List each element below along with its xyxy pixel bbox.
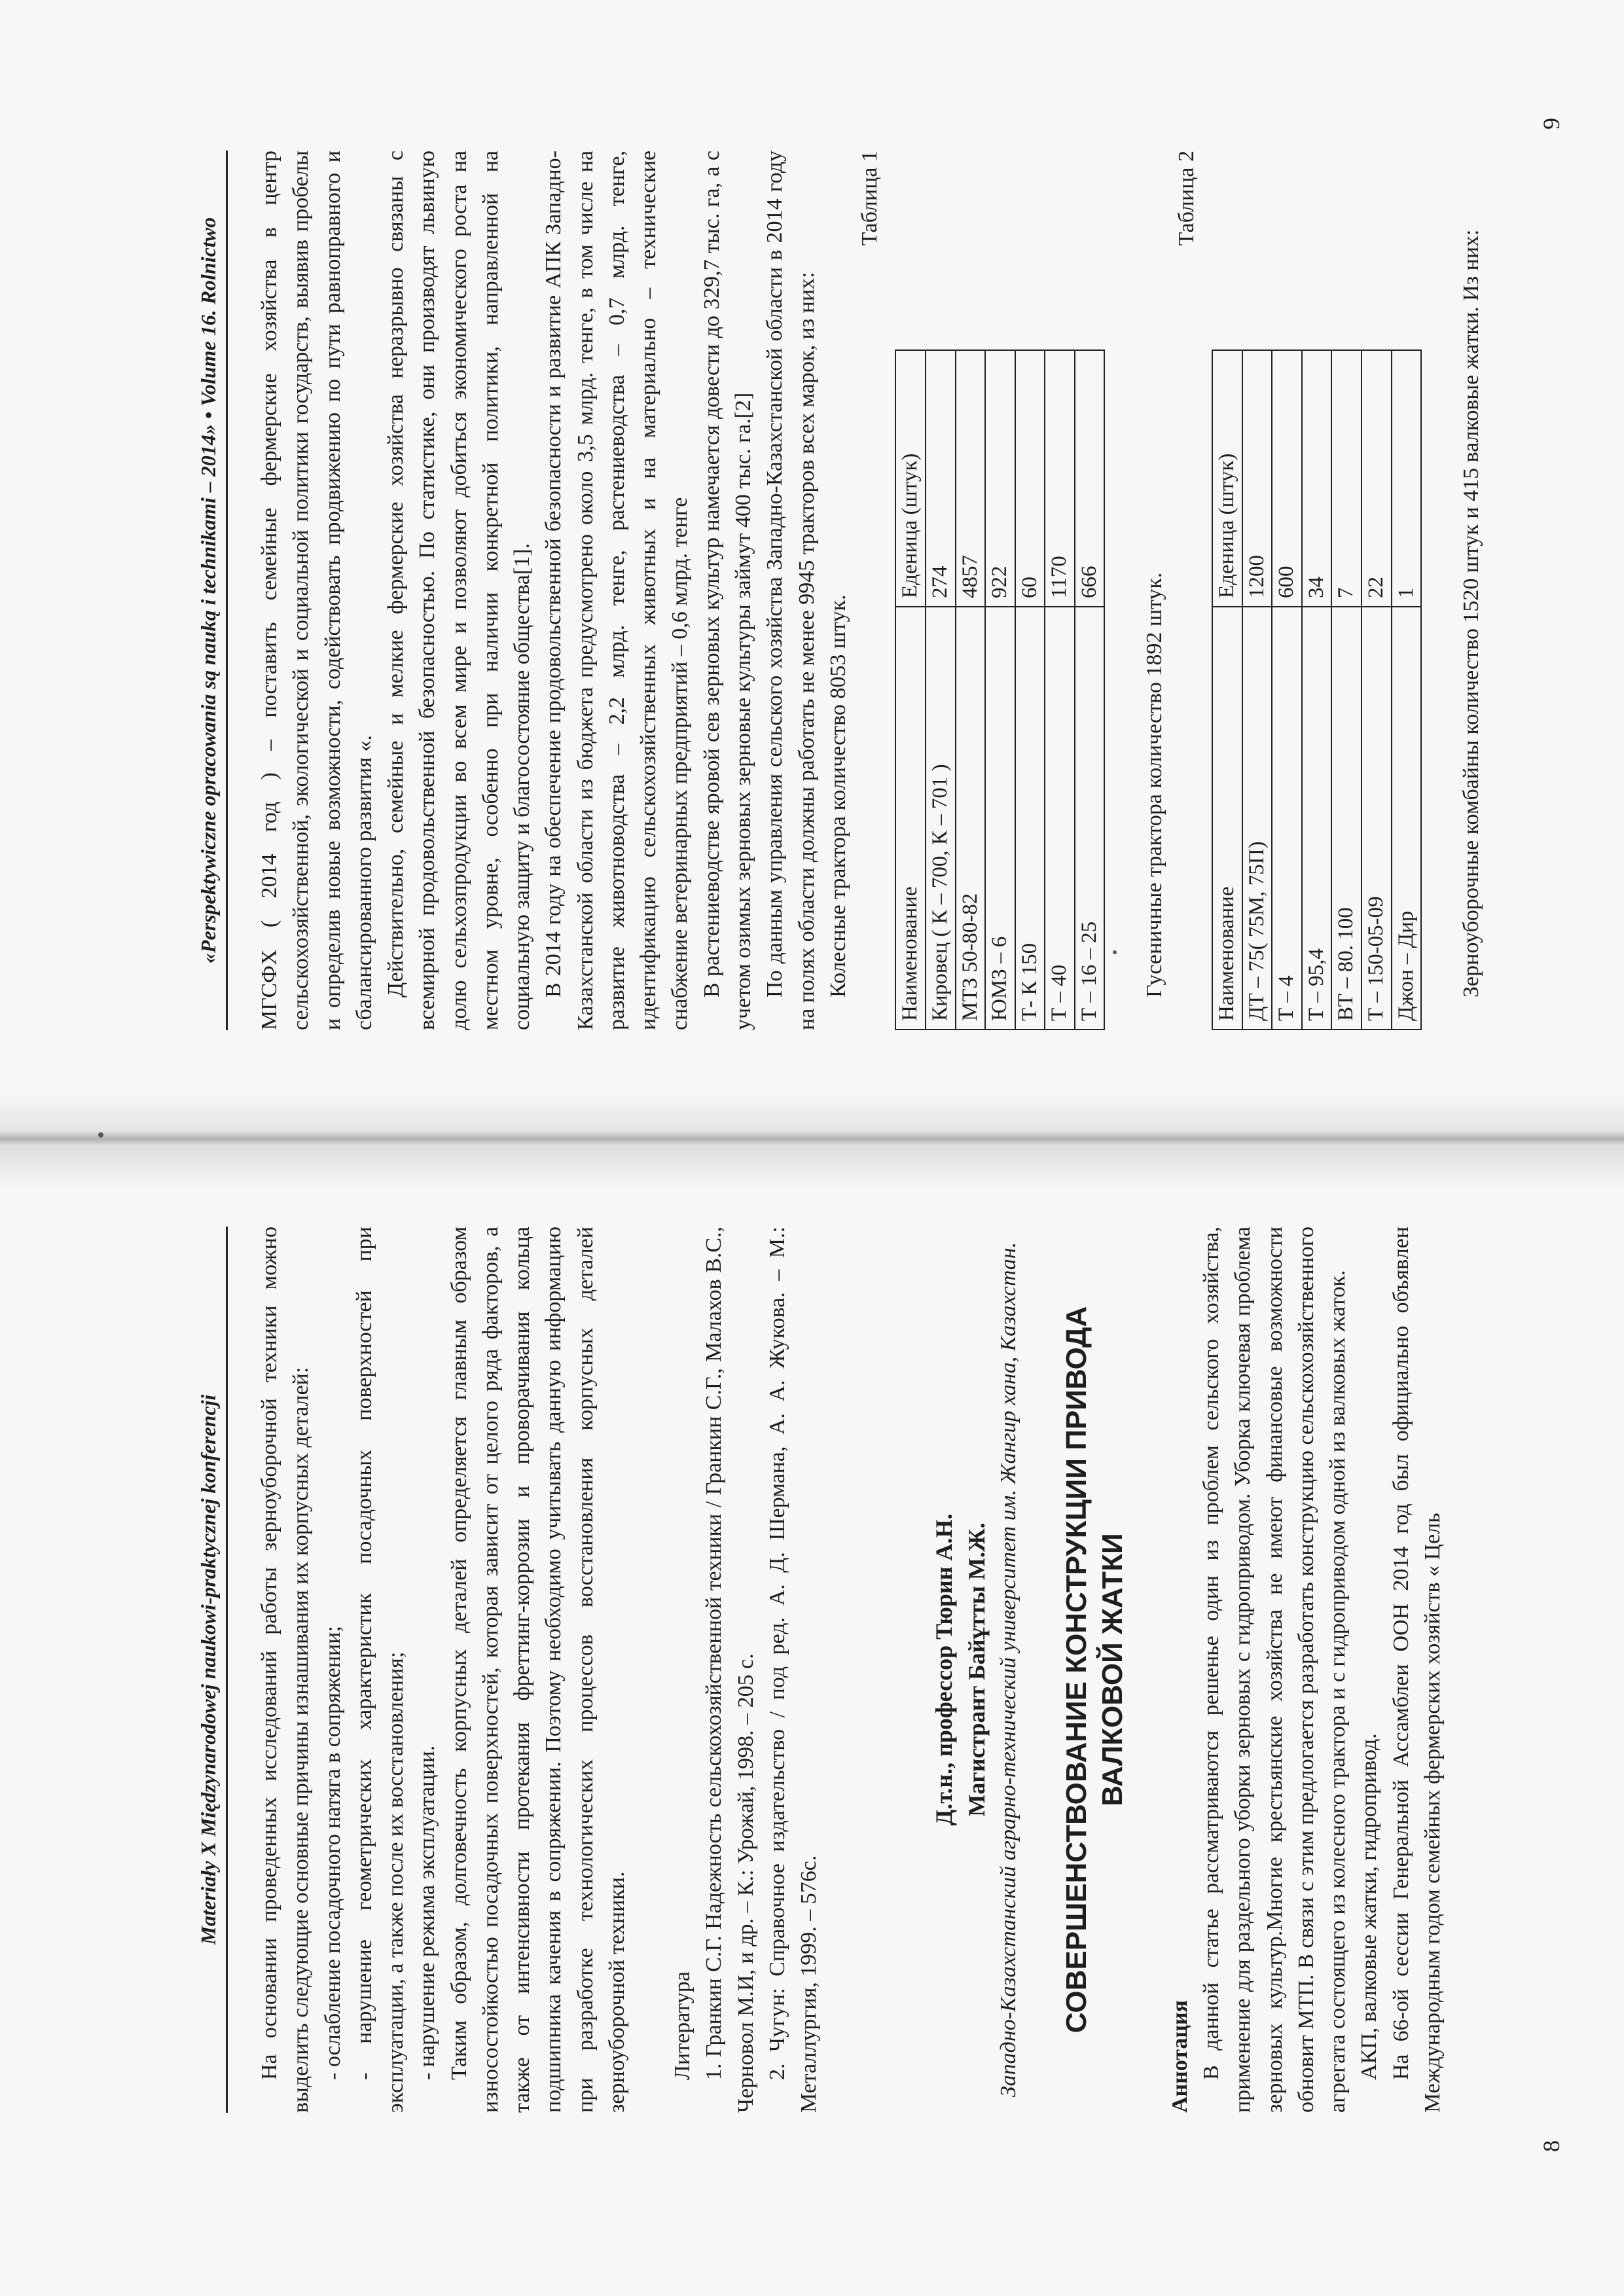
table-row [926,350,956,1030]
keywords: АКП, валковые жатки, гидропривод. [1357,1733,1382,2080]
table-cell: 7 [1331,350,1362,607]
table-1-caption: Таблица 1 [857,151,882,246]
intro-list-item: - нарушение режима эксплуатации. [415,1745,440,2080]
body-paragraph: Действительно, семейные и мелкие фермерские хозяйства неразрывно связаны с всемирной продовольственной безопасностью. По статистике, они производят львиную долю сельхозпродукции во всем мире и позволяют добиться экономического роста на местном уровне, особенно при наличии конкретной политики, направленной на социальную защиту и благосостояние общества[1]. [384,151,535,1030]
literature-item: 2. Чугун: Справочное издательство / под ред. А. Д. Шермана, А. А. Жукова. – М.: Металлургия, 1999. – 576с. [765,1227,821,2113]
table-row [1075,350,1105,1030]
table-row [1392,350,1422,1030]
table-cell: 22 [1362,350,1392,607]
table-cell: 4857 [956,350,986,607]
table-header-row [895,350,926,1030]
page-number-right: 9 [1538,118,1564,130]
table-row [1272,350,1302,1030]
combines-text: Зерноуборочные комбайны количество 1520 штук и 415 валковые жатки. Из них: [1459,229,1484,997]
table-2-caption: Таблица 2 [1174,151,1199,246]
table-row [956,350,986,1030]
left-page [0,1148,1624,2296]
table-cell: Т – 150-05-09 [1362,607,1392,1030]
literature-heading: Литература [670,1971,695,2080]
table-cell: 1170 [1045,350,1075,607]
affiliation: Западно-Казахстанский аграрно-технический университет им. Жангир хана, Казахстан. [996,1242,1021,2098]
table-cell: ЮМЗ – 6 [985,607,1015,1030]
intro-list-item: - нарушение геометрических характеристик посадочных поверхностей при эксплуатации, а также после их восстановления; [352,1227,408,2113]
table-header-cell: Наименование [1212,607,1242,1030]
intro-paragraph: На основании проведенных исследований работы зерноуборочной техники можно выделить следующие основные причины изнашивания их корпусных деталей: [257,1227,314,2113]
literature-item: 1. Гранкин С.Г. Надежность сельскохозяйственной техники / Гранкин С.Г., Малахов В.С., Черновол М.И, и др. – К.: Урожай, 1998. – 205 с. [702,1227,758,2113]
table-cell: Т – 95,4 [1302,607,1332,1030]
author-1: Д.т.н., профессор Тюрин А.Н. [930,1513,957,1826]
crawler-tractors-text: Гусеничные трактора количество 1892 штук. [1142,572,1167,997]
scan-speck [1113,950,1117,954]
table-1 [895,350,1105,1030]
table-cell: Т- К 150 [1015,607,1045,1030]
abstract-paragraph: На 66-ой сессии Генеральной Ассамблеи ООН 2014 год был официально объявлен Международным годом семейных фермерских хозяйств « Цель [1388,1227,1445,2113]
intro-paragraph: Таким образом, долговечность корпусных деталей определяется главным образом износостойкостью посадочных поверхностей, которая зависит от целого ряда факторов, а также от интенсивности протекания фреттинг-коррозии и проворачивания кольца подшипника качения в сопряжении. Поэтому необходимо учитывать данную информацию при разработке технологических процессов восстановления корпусных деталей зерноуборочной техники. [446,1227,629,2113]
scan-speck [98,1132,103,1138]
body-paragraph: МГСФХ ( 2014 год ) – поставить семейные фермерские хозяйства в центр сельскохозяйственной, экологической и социальной политики государств, выявив пробелы и определив новые возможности, содействовать продвижению по пути равноправного и сбалансированного развития «. [257,151,376,1030]
table-cell: МТЗ 50-80-82 [956,607,986,1030]
table-cell: 922 [985,350,1015,607]
table-cell: Т – 16 – 25 [1075,607,1105,1030]
abstract-paragraph: В данной статье рассматриваются решенье один из проблем сельского хозяйства, применение для раздельного уборки зерновых с гидроприводом. Уборка ключевая проблема зерновых культур.Многие крестьянские хозяйства не имеют финансовые возможности обновит МТП. В связи с этим предлогается разработать конструкцию сельскохозяйственного агрегата состоящего из колесного трактора и с гидроприводом одной из валковых жаток. [1199,1227,1350,2113]
abstract-heading: Аннотация [1167,2000,1192,2113]
table-header-cell: Наименование [895,607,926,1030]
table-cell: 34 [1302,350,1332,607]
article-title: СОВЕРШЕНСТВОВАНИЕ КОНСТРУКЦИИ ПРИВОДА ВАЛКОВОЙ ЖАТКИ [1060,1306,1128,2034]
table-cell: 60 [1015,350,1045,607]
body-paragraph: По данным управления сельского хозяйства Западно-Казахстанской области в 2014 году на полях области должны работать не менее 9945 тракторов всех марок, из них: [763,151,819,1030]
table-header-cell: Еденица (штук) [895,350,926,607]
table-cell: Кировец ( К – 700, К – 701 ) [926,607,956,1030]
table-row [1302,350,1332,1030]
running-head-left: Materiały X Międzynarodowej naukowi-praktycznej konferencji [196,1227,228,2113]
table-row [1045,350,1075,1030]
body-paragraph: В растениеводстве яровой сев зерновых культур намечается довести до 329,7 тыс. га, а с учетом озимых зерновых зерновые культуры займут 400 тыс. га.[2] [699,151,755,1030]
table-cell: ДТ – 75( 75М, 75П) [1242,607,1272,1030]
table-header-cell: Еденица (штук) [1212,350,1242,607]
table-cell: ВТ – 80. 100 [1331,607,1362,1030]
table-row [1362,350,1392,1030]
running-head-right: «Perspektywiczne opracowania są nauką i technikami – 2014» • Volume 16. Rolnictwo [196,151,228,1030]
table-row [1242,350,1272,1030]
table-cell: 666 [1075,350,1105,607]
table-header-row [1212,350,1242,1030]
body-paragraph: В 2014 году на обеспечение продовольственной безопасности и развитие АПК Западно-Казахстанской области из бюджета предусмотрено около 3,5 млрд. тенге, в том числе на развитие животноводства – 2,2 млрд. тенге, растениеводства – 0,7 млрд. тенге, идентификацию сельскохозяйственных животных и на материально – технические снабжение ветеринарных предприятий – 0,6 млрд. тенге [541,151,693,1030]
table-cell: 1200 [1242,350,1272,607]
table-row [1015,350,1045,1030]
table-cell: Т – 4 [1272,607,1302,1030]
table-row [1331,350,1362,1030]
table-cell: 1 [1392,350,1422,607]
page-number-left: 8 [1538,2140,1564,2152]
table-cell: Джон – Дир [1392,607,1422,1030]
intro-list-item: - ослабление посадочного натяга в сопряжении; [320,1626,345,2080]
table-cell: Т – 40 [1045,607,1075,1030]
table-row [985,350,1015,1030]
body-paragraph: Колесные трактора количество 8053 штук. [825,594,850,997]
table-cell: 600 [1272,350,1302,607]
author-2: Магистрант Байұтты М.Ж. [963,1522,990,1817]
table-cell: 274 [926,350,956,607]
table-2 [1212,350,1422,1030]
